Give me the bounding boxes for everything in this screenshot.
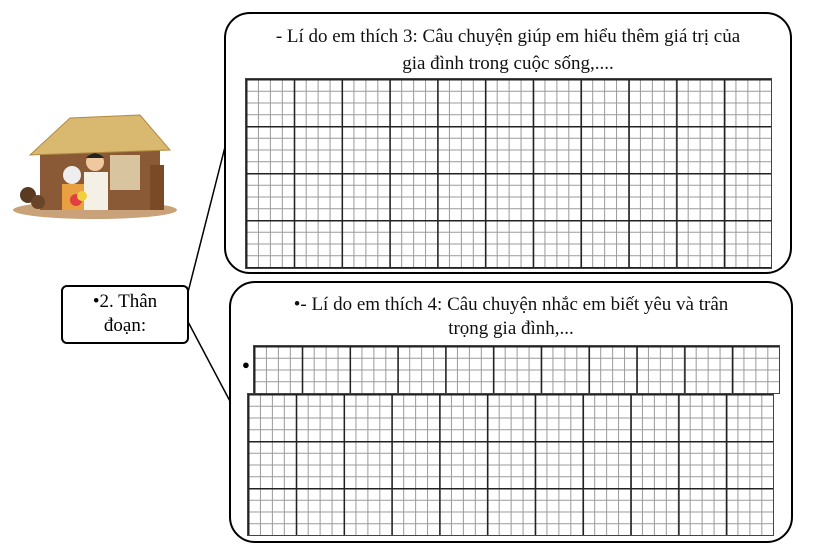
writing-grid[interactable] bbox=[245, 78, 772, 269]
reason-3-text-line1: - Lí do em thích 3: Câu chuyện giúp em hiểu thêm giá trị của bbox=[275, 26, 741, 47]
writing-grid[interactable] bbox=[247, 393, 774, 536]
label-line1: •2. Thân bbox=[92, 291, 158, 312]
reason-3-text-line2: gia đình trong cuộc sống,.... bbox=[402, 53, 614, 74]
section-label-than-doan bbox=[61, 285, 189, 344]
reason-4-box bbox=[229, 281, 793, 543]
bullet: ● bbox=[242, 357, 250, 372]
reason-3-box bbox=[224, 12, 792, 274]
hut-illustration bbox=[10, 110, 180, 222]
reason-4-text-line1: •- Lí do em thích 4: Câu chuyện nhắc em biết yêu và trân bbox=[293, 294, 729, 315]
label-line2: đoạn: bbox=[103, 315, 147, 336]
reason-4-text-line2: trọng gia đình,... bbox=[448, 318, 574, 339]
writing-grid-row[interactable] bbox=[253, 345, 780, 394]
